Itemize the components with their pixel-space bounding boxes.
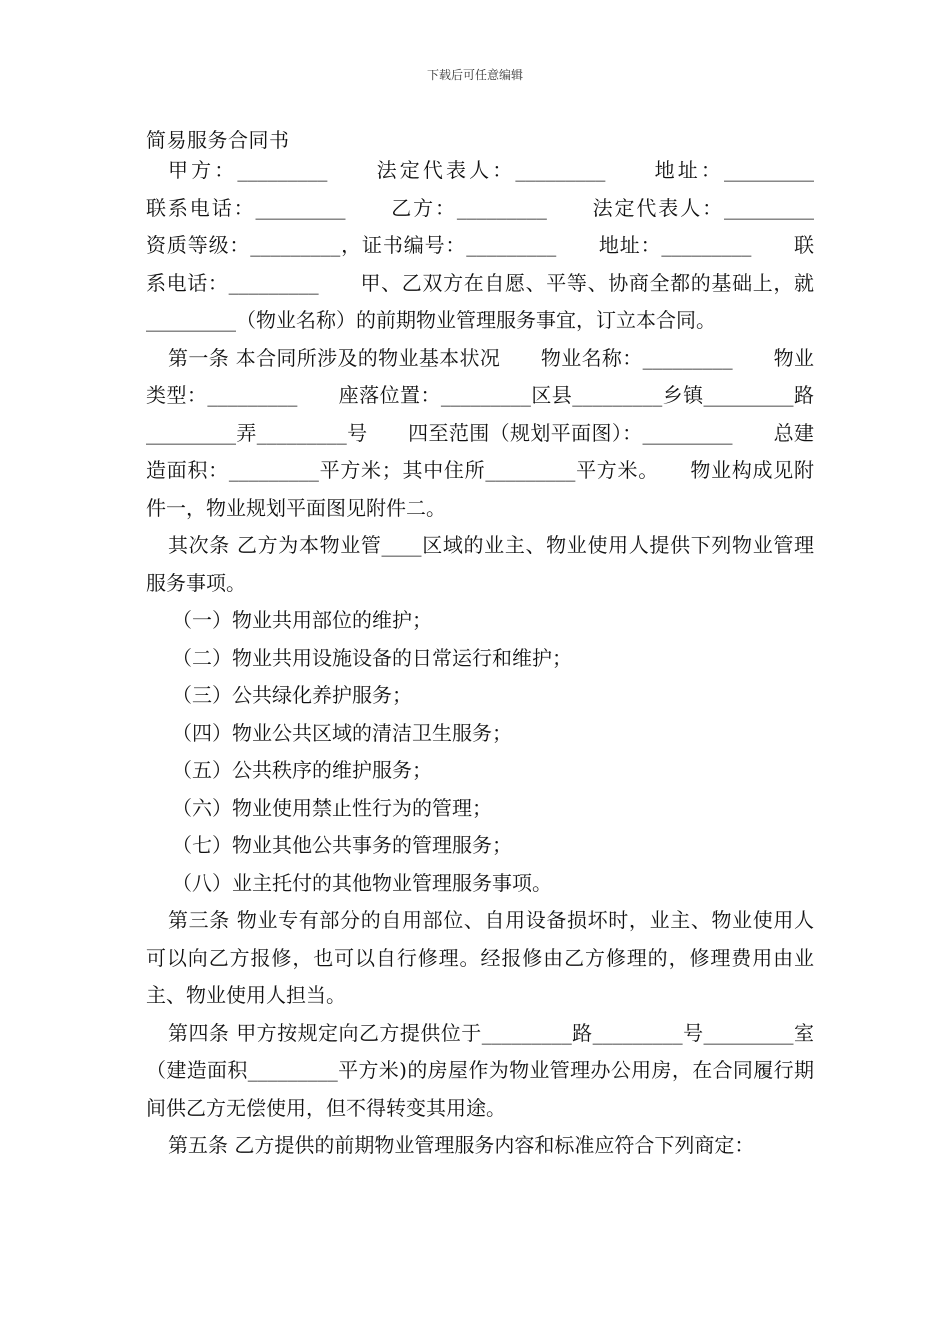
list-item: （四）物业公共区域的清洁卫生服务； [172,720,512,745]
paragraph-article-4: 第四条 甲方按规定向乙方提供位于_________路_________号_________室（建造面积_________平方米)的房屋作为物业管理办公用房，在合同履行期间供乙方无偿使用，但不得转变其用途。 [146,1020,814,1120]
paragraph-parties: 甲方：_________ 法定代表人：_________ 地址：_________ 联系电话：_________ 乙方：_________ 法定代表人：_________ 资质等级：_________，证书编号：_________ 地址：_________ 联系电话：_________ 甲、乙双方在自愿、平等、协商全都的基础上，就_________（物业名称）的前期物业管理服务事宜，订立本合同。 [146,158,854,332]
contract-body [146,152,854,1165]
document-title: 简易服务合同书 [146,128,290,152]
list-item: （八）业主托付的其他物业管理服务事项。 [172,870,552,895]
list-item: （七）物业其他公共事务的管理服务； [172,833,512,857]
list-item: （二）物业共用设施设备的日常运行和维护； [172,645,572,670]
list-item: （六）物业使用禁止性行为的管理； [172,795,492,820]
list-item: （三）公共绿化养护服务； [172,683,412,707]
page-header: 下载后可任意编辑 [426,68,523,82]
paragraph-article-1: 第一条 本合同所涉及的物业基本状况 物业名称：_________ 物业类型：_________ 座落位置：_________区县_________乡镇_________路_________弄_________号 四至范围（规划平面图）：_________ 总建造面积：_________平方米；其中住所_________平方米。 物业构成见附件一，物业规划平面图见附件二。 [146,345,814,520]
list-item: （五）公共秩序的维护服务； [172,758,432,782]
paragraph-article-3: 第三条 物业专有部分的自用部位、自用设备损坏时，业主、物业使用人可以向乙方报修，也可以自行修理。经报修由乙方修理的，修理费用由业主、物业使用人担当。 [146,908,814,1007]
paragraph-article-2: 其次条 乙方为本物业管____区域的业主、物业使用人提供下列物业管理服务事项。 [146,533,814,595]
list-item: （一）物业共用部位的维护； [172,608,432,632]
paragraph-article-5: 第五条 乙方提供的前期物业管理服务内容和标准应符合下列商定： [168,1133,755,1157]
